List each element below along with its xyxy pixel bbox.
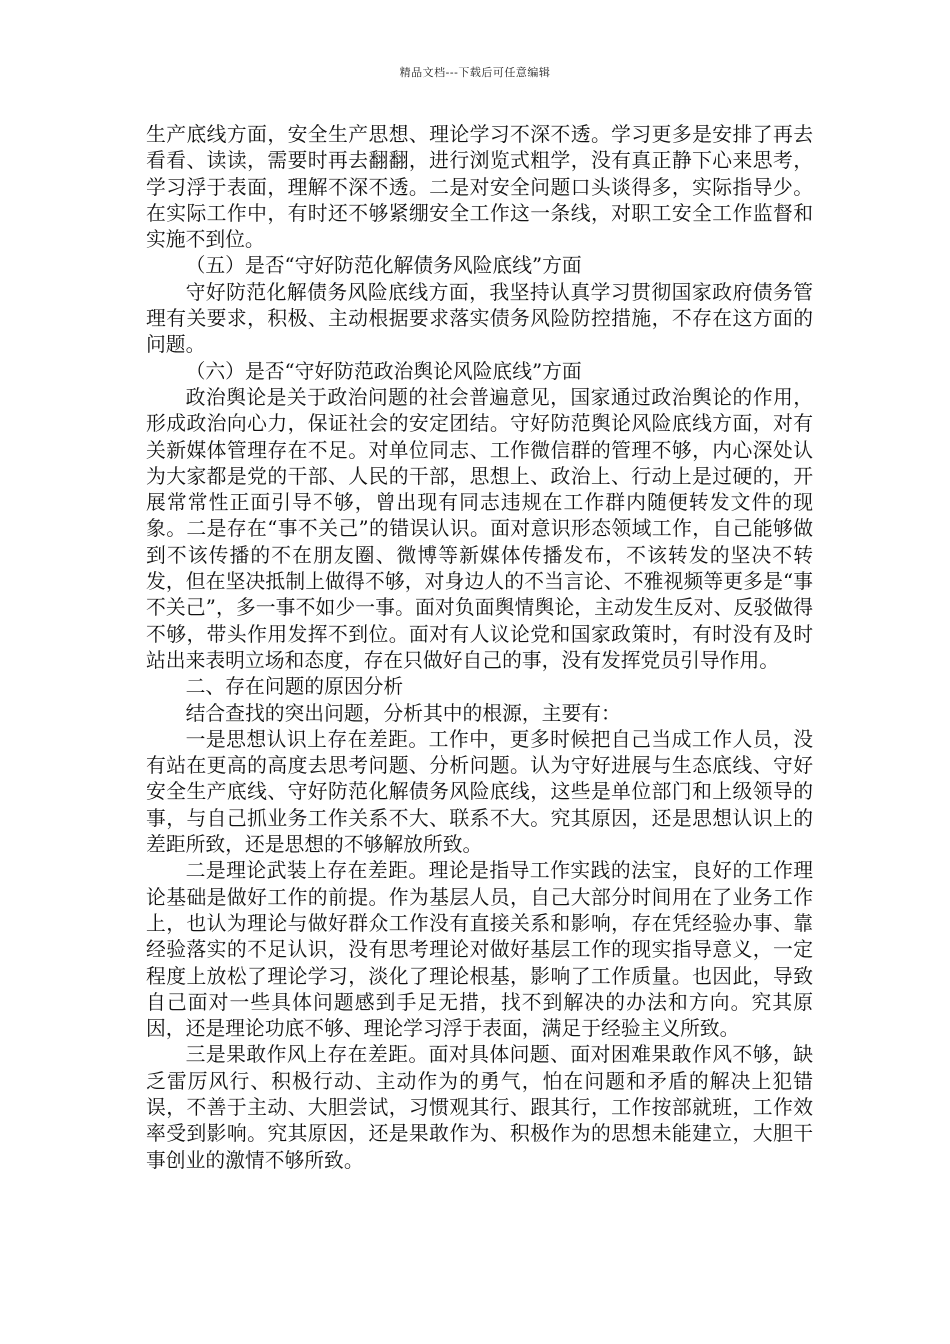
- paragraph: 一是思想认识上存在差距。工作中，更多时候把自己当成工作人员，没有站在更高的高度去思考问题、分析问题。认为守好进展与生态底线、守好安全生产底线、守好防范化解债务风险底线，这些是单位部门和上级领导的事，与自己抓业务工作关系不大、联系不大。究其原因，还是思想认识上的差距所致，还是思想的不够解放所致。: [146, 727, 813, 857]
- paragraph: 政治舆论是关于政治问题的社会普遍意见，国家通过政治舆论的作用，形成政治向心力，保证社会的安定团结。守好防范舆论风险底线方面，对有关新媒体管理存在不足。对单位同志、工作微信群的管理不够，内心深处认为大家都是党的干部、人民的干部，思想上、政治上、行动上是过硬的，开展常常性正面引导不够，曾出现有同志违规在工作群内随便转发文件的现象。二是存在“事不关己”的错误认识。面对意识形态领域工作，自己能够做到不该传播的不在朋友圈、微博等新媒体传播发布，不该转发的坚决不转发，但在坚决抵制上做得不够，对身边人的不当言论、不雅视频等更多是“事不关己”，多一事不如少一事。面对负面舆情舆论，主动发生反对、反驳做得不够，带头作用发挥不到位。面对有人议论党和国家政策时，有时没有及时站出来表明立场和态度，存在只做好自己的事，没有发挥党员引导作用。: [146, 385, 813, 672]
- section-heading: （六）是否“守好防范政治舆论风险底线”方面: [185, 359, 582, 383]
- page-header: 精品文档---下载后可任意编辑: [399, 66, 551, 79]
- section-heading: （五）是否“守好防范化解债务风险底线”方面: [185, 254, 582, 278]
- paragraph: 守好防范化解债务风险底线方面，我坚持认真学习贯彻国家政府债务管理有关要求，积极、主动根据要求落实债务风险防控措施，不存在这方面的问题。: [146, 280, 813, 357]
- document-body: [146, 122, 813, 1174]
- paragraph: 三是果敢作风上存在差距。面对具体问题、面对困难果敢作风不够，缺乏雷厉风行、积极行动、主动作为的勇气，怕在问题和矛盾的解决上犯错误，不善于主动、大胆尝试，习惯观其行、跟其行，工作按部就班，工作效率受到影响。究其原因，还是果敢作为、积极作为的思想未能建立，大胆干事创业的激情不够所致。: [146, 1043, 813, 1172]
- paragraph: 二是理论武装上存在差距。理论是指导工作实践的法宝，良好的工作理论基础是做好工作的前提。作为基层人员，自己大部分时间用在了业务工作上，也认为理论与做好群众工作没有直接关系和影响，存在凭经验办事、靠经验落实的不足认识，没有思考理论对做好基层工作的现实指导意义，一定程度上放松了理论学习，淡化了理论根基，影响了工作质量。也因此，导致自己面对一些具体问题感到手足无措，找不到解决的办法和方向。究其原因，还是理论功底不够、理论学习浮于表面，满足于经验主义所致。: [146, 859, 813, 1041]
- section-heading: 二、存在问题的原因分析: [185, 675, 404, 699]
- paragraph: 结合查找的突出问题，分析其中的根源，主要有：: [185, 701, 621, 725]
- paragraph: 生产底线方面，安全生产思想、理论学习不深不透。学习更多是安排了再去看看、读读，需要时再去翻翻，进行浏览式粗学，没有真正静下心来思考，学习浮于表面，理解不深不透。二是对安全问题口头谈得多，实际指导少。在实际工作中，有时还不够紧绷安全工作这一条线，对职工安全工作监督和实施不到位。: [146, 123, 813, 252]
